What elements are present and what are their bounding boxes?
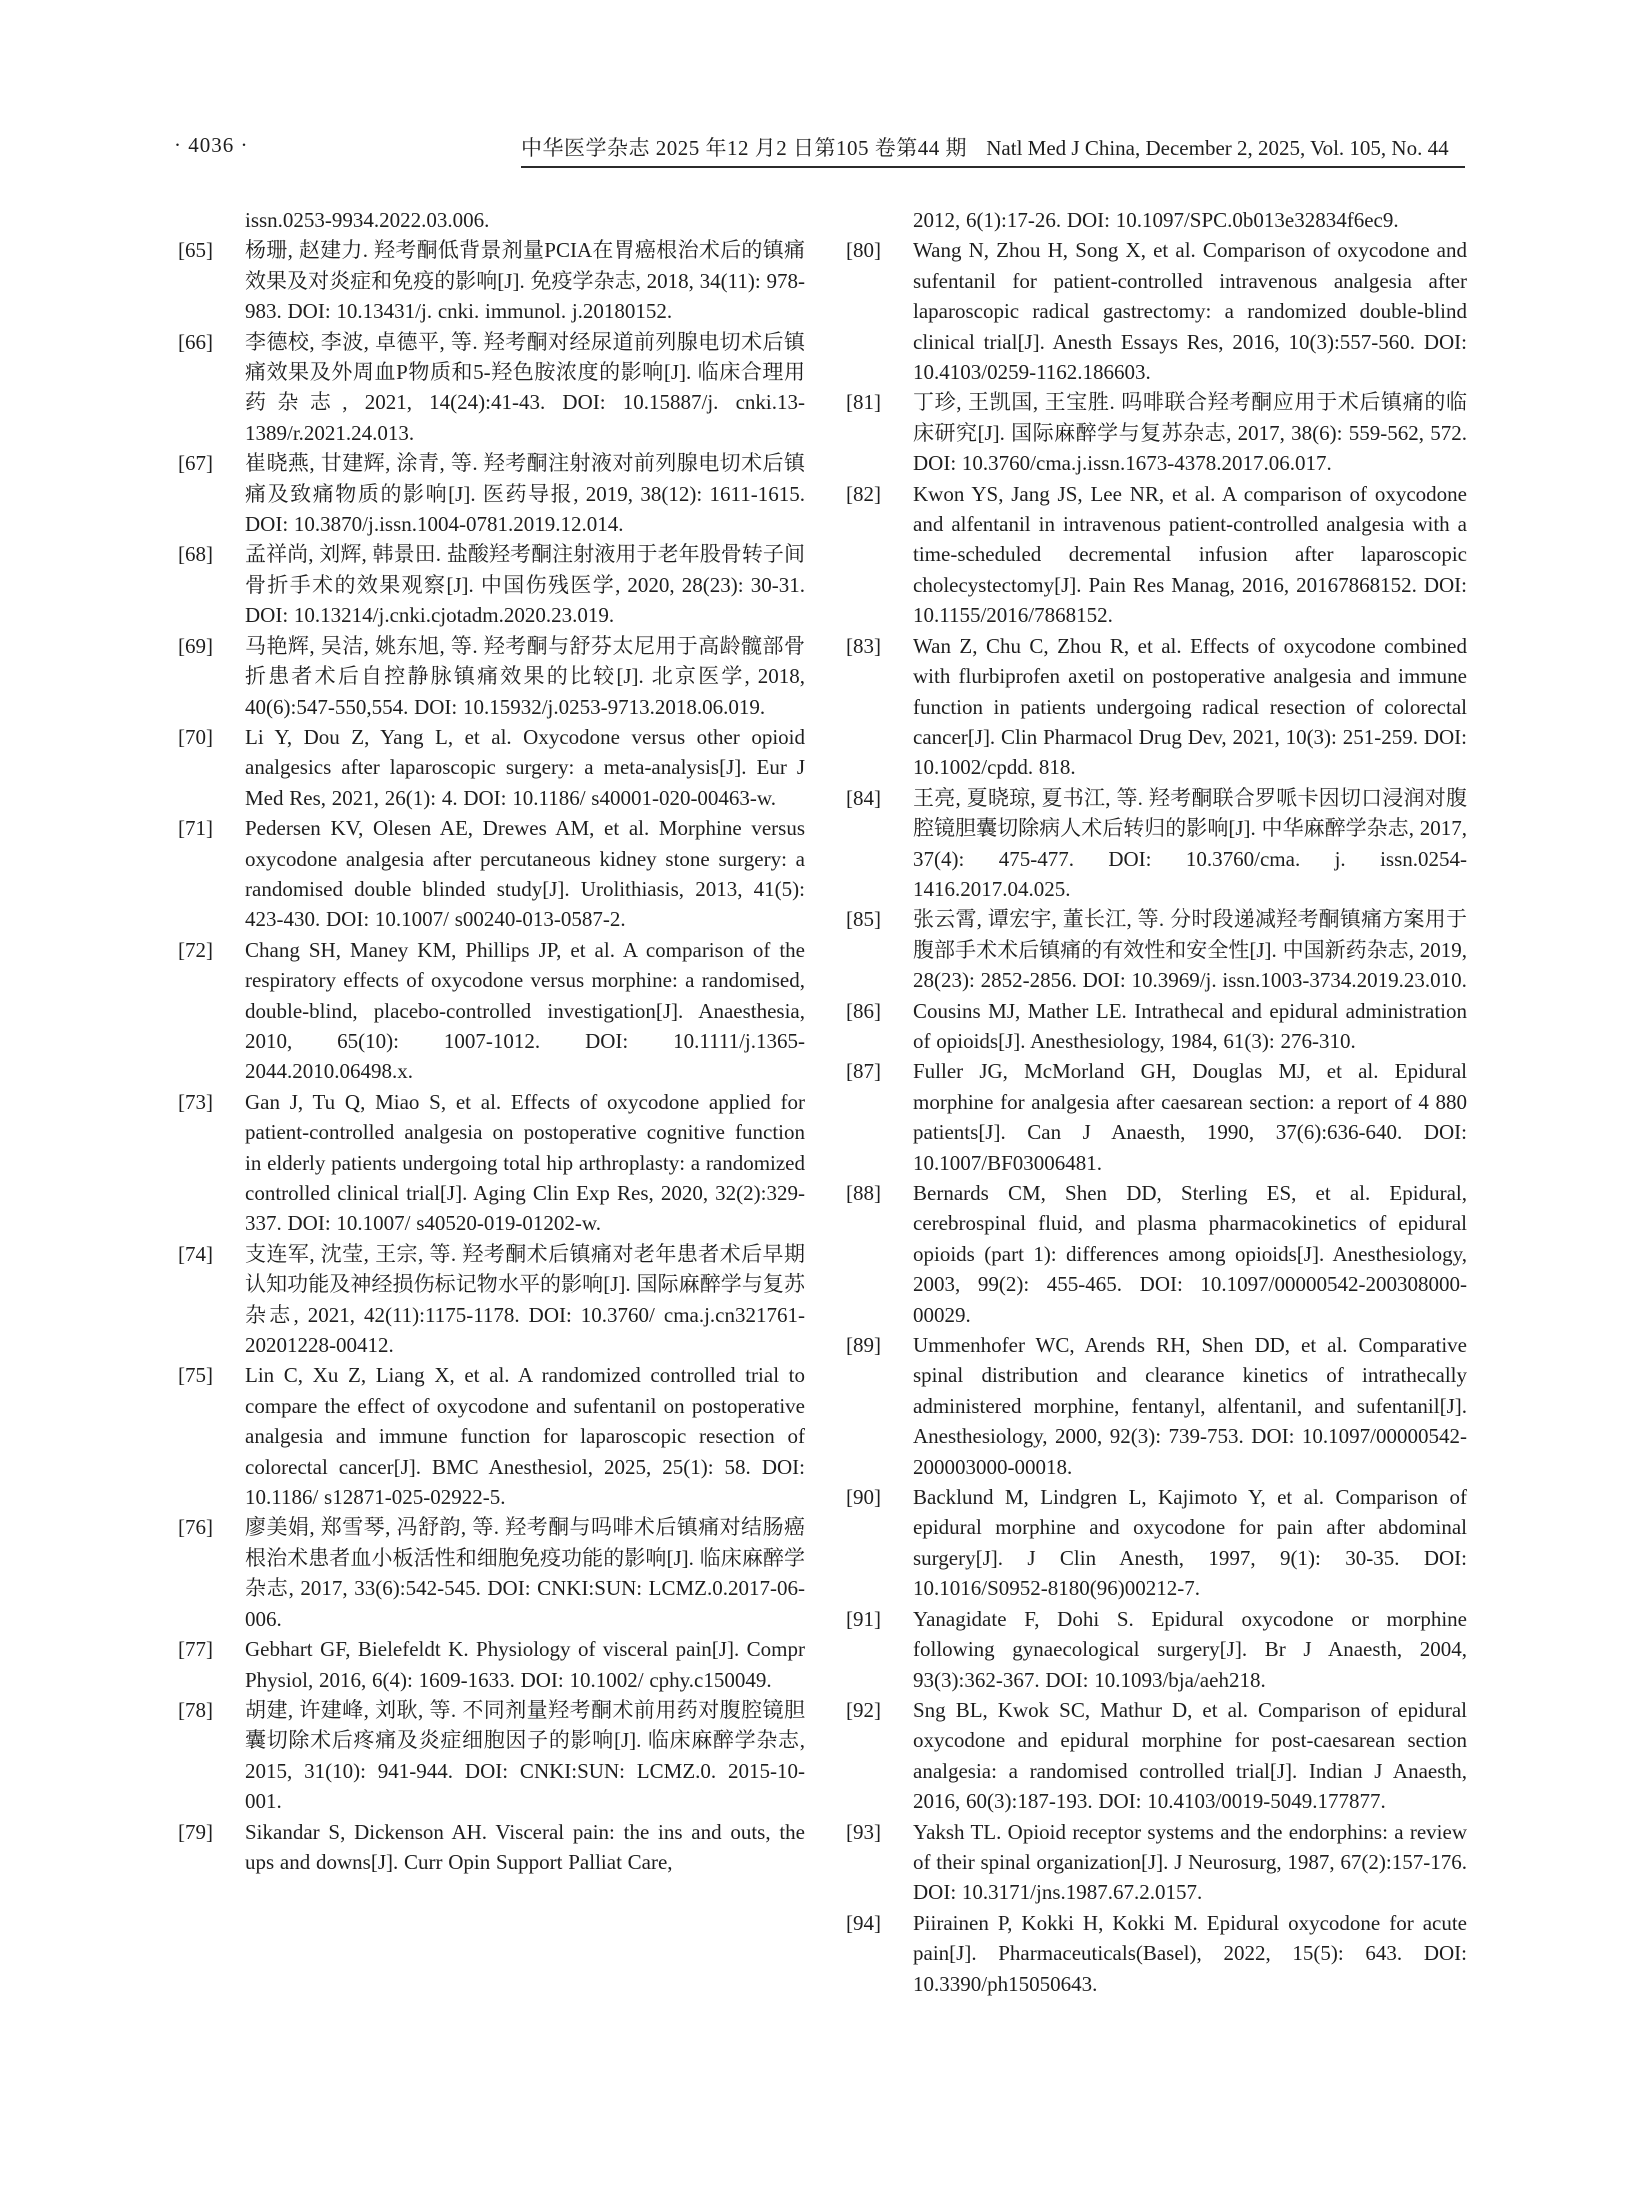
reference-text: 廖美娟, 郑雪琴, 冯舒韵, 等. 羟考酮与吗啡术后镇痛对结肠癌根治术患者血小板活性和细胞免疫功能的影响[J]. 临床麻醉学杂志, 2017, 33(6):542-545. DOI: CNKI:SUN: LCMZ.0.2017-06-006. [245,1515,805,1631]
reference-item [178,205,805,235]
reference-number: [83] [846,633,881,658]
reference-number: [70] [178,724,213,749]
reference-text: Pedersen KV, Olesen AE, Drewes AM, et al. Morphine versus oxycodone analgesia after percutaneous kidney stone surgery: a randomised double blinded study[J]. Urolithiasis, 2013, 41(5): 423-430. DOI: 10.1007/ s00240-013-0587-2. [245,816,805,932]
running-head [521,132,1465,162]
reference-number: [92] [846,1697,881,1722]
reference-text: Yaksh TL. Opioid receptor systems and the endorphins: a review of their spinal organization[J]. J Neurosurg, 1987, 67(2):157-176. DOI: 10.3171/jns.1987.67.2.0157. [913,1819,1467,1905]
reference-text: 丁珍, 王凯国, 王宝胜. 吗啡联合羟考酮应用于术后镇痛的临床研究[J]. 国际麻醉学与复苏杂志, 2017, 38(6): 559-562, 572. DOI: 10.3760/cma.j.issn.1673-4378.2017.06.017. [913,390,1467,476]
reference-number: [84] [846,785,881,810]
reference-item [846,387,1467,478]
reference-text: 支连军, 沈莹, 王宗, 等. 羟考酮术后镇痛对老年患者术后早期认知功能及神经损伤标记物水平的影响[J]. 国际麻醉学与复苏杂志, 2021, 42(11):1175-1178. DOI: 10.3760/ cma.j.cn321761-20201228-00412. [245,1241,805,1358]
reference-text: Li Y, Dou Z, Yang L, et al. Oxycodone versus other opioid analgesics after laparoscopic surgery: a meta-analysis[J]. Eur J Med Res, 2021, 26(1): 4. DOI: 10.1186/ s40001-020-00463-w. [245,724,805,810]
reference-number: [87] [846,1059,881,1084]
reference-number: [68] [178,542,213,567]
reference-number: [88] [846,1181,881,1205]
references-column-right [846,205,1467,1999]
reference-text: Piirainen P, Kokki H, Kokki M. Epidural oxycodone for acute pain[J]. Pharmaceuticals(Basel), 2022, 15(5): 643. DOI: 10.3390/ph15050643. [913,1910,1467,1996]
reference-item [846,1908,1467,1999]
reference-item [846,1178,1467,1330]
reference-number: [76] [178,1515,213,1540]
reference-text: issn.0253-9934.2022.03.006. [245,208,490,232]
reference-text: Wan Z, Chu C, Zhou R, et al. Effects of oxycodone combined with flurbiprofen axetil on postoperative analgesia and immune function in patients undergoing radical resection of colorectal cancer[J]. Clin Pharmacol Drug Dev, 2021, 10(3): 251-259. DOI: 10.1002/cpdd. 818. [913,633,1467,780]
reference-item [846,631,1467,783]
reference-text: 王亮, 夏晓琼, 夏书江, 等. 羟考酮联合罗哌卡因切口浸润对腹腔镜胆囊切除病人术后转归的影响[J]. 中华麻醉学杂志, 2017, 37(4): 475-477. DOI: 10.3760/cma. j. issn.0254-1416.2017.04.025. [913,785,1467,901]
reference-text: Sng BL, Kwok SC, Mathur D, et al. Comparison of epidural oxycodone and epidural morphine for post-caesarean section analgesia: a randomised controlled trial[J]. Indian J Anaesth, 2016, 60(3):187-193. DOI: 10.4103/0019-5049.177877. [913,1697,1467,1814]
reference-number: [82] [846,481,881,506]
reference-text: 杨珊, 赵建力. 羟考酮低背景剂量PCIA在胃癌根治术后的镇痛效果及对炎症和免疫的影响[J]. 免疫学杂志, 2018, 34(11): 978-983. DOI: 10.13431/j. cnki. immunol. j.20180152. [245,238,805,324]
reference-item [178,539,805,630]
reference-text: Ummenhofer WC, Arends RH, Shen DD, et al. Comparative spinal distribution and clearance kinetics of intrathecally administered morphine, fentanyl, alfentanil, and sufentanil[J]. Anesthesiology, 2000, 92(3): 739-753. DOI: 10.1097/00000542-200003000-00018. [913,1333,1467,1479]
reference-number: [79] [178,1819,213,1844]
reference-number: [91] [846,1606,881,1631]
reference-text: 马艳辉, 吴洁, 姚东旭, 等. 羟考酮与舒芬太尼用于高龄髋部骨折患者术后自控静脉镇痛效果的比较[J]. 北京医学, 2018, 40(6):547-550,554. DOI: 10.15932/j.0253-9713.2018.06.019. [245,633,805,719]
reference-item [846,1695,1467,1817]
reference-item [846,1056,1467,1178]
reference-number: [81] [846,390,881,415]
references-column-left [178,205,805,1877]
reference-text: Chang SH, Maney KM, Phillips JP, et al. A comparison of the respiratory effects of oxycodone versus morphine: a randomised, double-blind, placebo-controlled investigation[J]. Anaesthesia, 2010, 65(10): 1007-1012. DOI: 10.1111/j.1365-2044.2010.06498.x. [245,937,805,1084]
reference-text: Kwon YS, Jang JS, Lee NR, et al. A comparison of oxycodone and alfentanil in intravenous patient-controlled analgesia with a time-scheduled decremental infusion after laparoscopic cholecystectomy[J]. Pain Res Manag, 2016, 20167868152. DOI: 10.1155/2016/7868152. [913,481,1467,628]
reference-text: Lin C, Xu Z, Liang X, et al. A randomized controlled trial to compare the effect of oxycodone and sufentanil on postoperative analgesia and immune function for laparoscopic resection of colorectal cancer[J]. BMC Anesthesiol, 2025, 25(1): 58. DOI: 10.1186/ s12871-025-02922-5. [245,1363,805,1510]
reference-number: [69] [178,633,213,658]
reference-item [846,479,1467,631]
reference-item [178,235,805,326]
reference-number: [77] [178,1637,213,1662]
reference-item [178,935,805,1087]
reference-text: Bernards CM, Shen DD, Sterling ES, et al. Epidural, cerebrospinal fluid, and plasma pharmacokinetics of epidural opioids (part 1): differences among opioids[J]. Anesthesiology, 2003, 99(2): 455-465. DOI: 10.1097/00000542-200308000-00029. [913,1181,1467,1327]
reference-item [178,448,805,539]
reference-text: 2012, 6(1):17-26. DOI: 10.1097/SPC.0b013e32834f6ec9. [913,208,1399,232]
reference-number: [80] [846,238,881,263]
reference-text: Gan J, Tu Q, Miao S, et al. Effects of oxycodone applied for patient-controlled analgesia on postoperative cognitive function in elderly patients undergoing total hip arthroplasty: a randomized controlled clinical trial[J]. Aging Clin Exp Res, 2020, 32(2):329-337. DOI: 10.1007/ s40520-019-01202-w. [245,1089,805,1236]
reference-text: 孟祥尚, 刘辉, 韩景田. 盐酸羟考酮注射液用于老年股骨转子间骨折手术的效果观察[J]. 中国伤残医学, 2020, 28(23): 30-31. DOI: 10.13214/j.cnki.cjotadm.2020.23.019. [245,542,805,628]
reference-item [178,1239,805,1361]
reference-number: [67] [178,451,213,476]
reference-item [846,205,1467,235]
reference-text: Yanagidate F, Dohi S. Epidural oxycodone or morphine following gynaecological surgery[J]. Br J Anaesth, 2004, 93(3):362-367. DOI: 10.1093/bja/aeh218. [913,1606,1467,1692]
reference-number: [89] [846,1333,881,1358]
reference-text: Sikandar S, Dickenson AH. Visceral pain: the ins and outs, the ups and downs[J]. Curr Opin Support Palliat Care, [245,1819,805,1874]
reference-item [178,813,805,935]
page-number: · 4036 · [174,133,249,157]
reference-item [846,904,1467,995]
reference-number: [73] [178,1089,213,1114]
reference-text: Fuller JG, McMorland GH, Douglas MJ, et al. Epidural morphine for analgesia after caesarean section: a report of 4 880 patients[J]. Can J Anaesth, 1990, 37(6):636-640. DOI: 10.1007/BF03006481. [913,1059,1467,1175]
reference-number: [86] [846,998,881,1023]
reference-number: [78] [178,1697,213,1722]
journal-title-cn: 中华医学杂志 2025 年12 月2 日第105 卷第44 期 [521,136,967,160]
reference-number: [85] [846,907,881,932]
reference-item [846,1604,1467,1695]
reference-number: [93] [846,1819,881,1844]
reference-item [846,235,1467,387]
reference-number: [94] [846,1910,881,1935]
reference-text: Gebhart GF, Bielefeldt K. Physiology of visceral pain[J]. Compr Physiol, 2016, 6(4): 1609-1633. DOI: 10.1002/ cphy.c150049. [245,1637,805,1692]
reference-item [178,722,805,813]
header-rule [521,166,1465,168]
reference-item [178,1695,805,1817]
reference-item [846,1817,1467,1908]
reference-number: [72] [178,937,213,962]
reference-item [178,1087,805,1239]
reference-item [846,996,1467,1057]
reference-item [846,1482,1467,1604]
reference-number: [90] [846,1485,881,1510]
reference-item [178,327,805,449]
reference-text: 胡建, 许建峰, 刘耿, 等. 不同剂量羟考酮术前用药对腹腔镜胆囊切除术后疼痛及炎症细胞因子的影响[J]. 临床麻醉学杂志, 2015, 31(10): 941-944. DOI: CNKI:SUN: LCMZ.0. 2015-10-001. [245,1697,805,1814]
reference-number: [74] [178,1241,213,1266]
reference-item [846,1330,1467,1482]
reference-item [178,1817,805,1878]
reference-number: [66] [178,329,213,354]
reference-number: [65] [178,238,213,263]
reference-number: [71] [178,816,213,841]
reference-text: 张云霄, 谭宏宇, 董长江, 等. 分时段递减羟考酮镇痛方案用于腹部手术术后镇痛的有效性和安全性[J]. 中国新药杂志, 2019, 28(23): 2852-2856. DOI: 10.3969/j. issn.1003-3734.2019.23.010. [913,907,1467,993]
reference-text: Wang N, Zhou H, Song X, et al. Comparison of oxycodone and sufentanil for patient-controlled intravenous analgesia after laparoscopic radical gastrectomy: a randomized double-blind clinical trial[J]. Anesth Essays Res, 2016, 10(3):557-560. DOI: 10.4103/0259-1162.186603. [913,238,1467,385]
reference-item [846,783,1467,905]
reference-item [178,1360,805,1512]
reference-item [178,631,805,722]
reference-text: Backlund M, Lindgren L, Kajimoto Y, et al. Comparison of epidural morphine and oxycodone for pain after abdominal surgery[J]. J Clin Anesth, 1997, 9(1): 30-35. DOI: 10.1016/S0952-8180(96)00212-7. [913,1485,1467,1601]
journal-title-en: Natl Med J China, December 2, 2025, Vol. 105, No. 44 [986,136,1449,160]
reference-number: [75] [178,1363,213,1388]
reference-item [178,1634,805,1695]
reference-text: 崔晓燕, 甘建辉, 涂青, 等. 羟考酮注射液对前列腺电切术后镇痛及致痛物质的影响[J]. 医药导报, 2019, 38(12): 1611-1615. DOI: 10.3870/j.issn.1004-0781.2019.12.014. [245,451,805,537]
reference-text: Cousins MJ, Mather LE. Intrathecal and epidural administration of opioids[J]. Anesthesiology, 1984, 61(3): 276-310. [913,998,1467,1053]
reference-item [178,1512,805,1634]
reference-text: 李德校, 李波, 卓德平, 等. 羟考酮对经尿道前列腺电切术后镇痛效果及外周血P物质和5-羟色胺浓度的影响[J]. 临床合理用药杂志, 2021, 14(24):41-43. DOI: 10.15887/j. cnki.13-1389/r.2021.24.013. [245,329,805,445]
